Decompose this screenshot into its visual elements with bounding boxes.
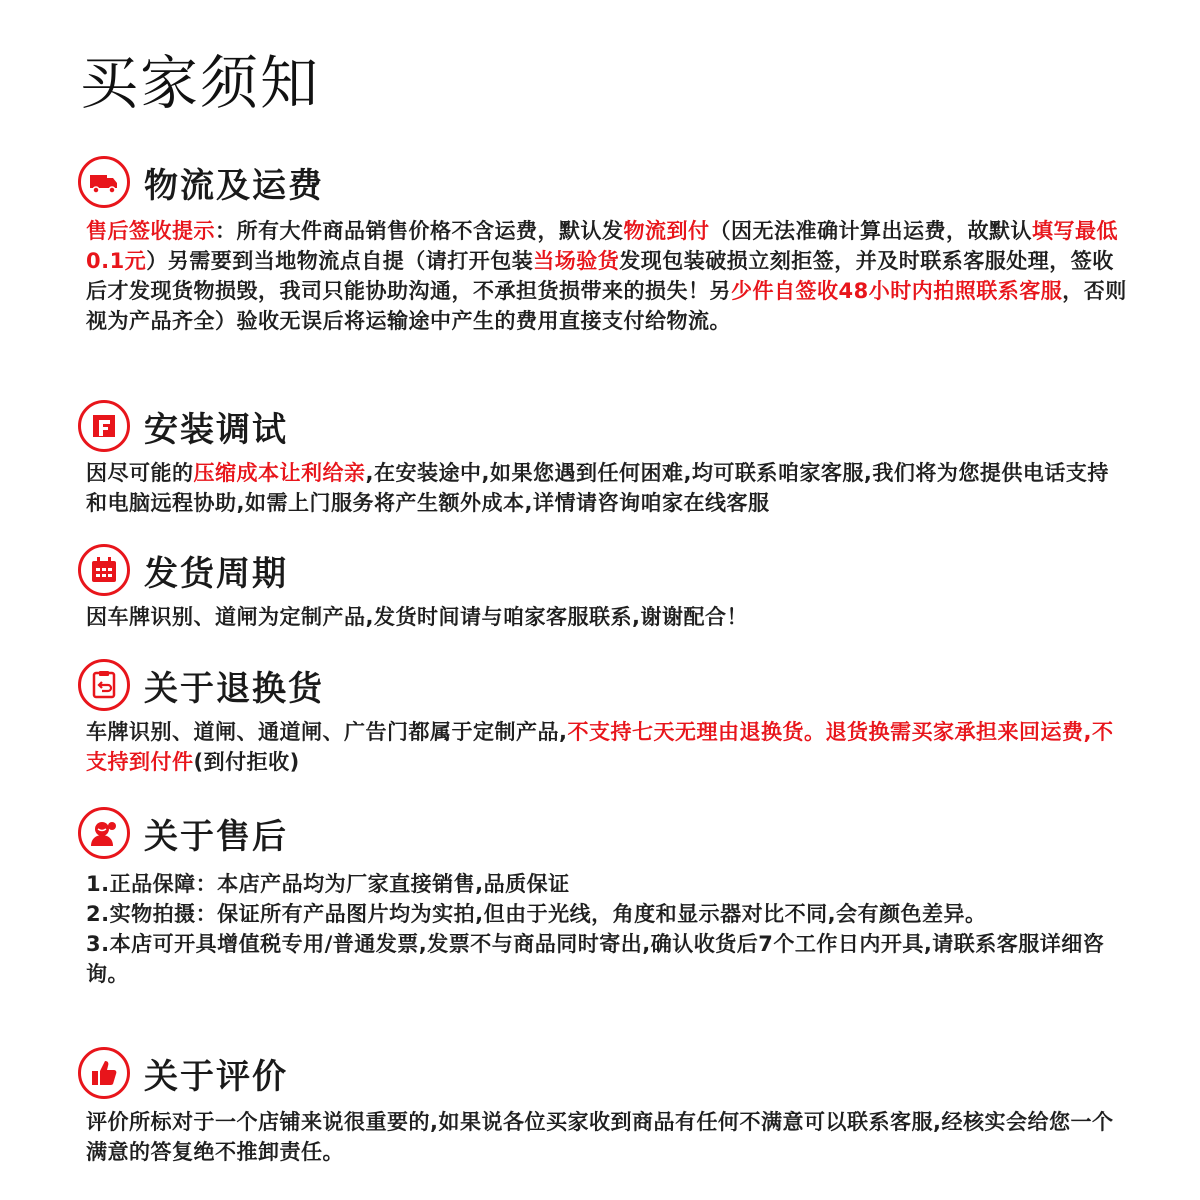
aftersale-line: 1.正品保障：本店产品均为厂家直接销售,品质保证 — [86, 872, 570, 896]
section-body — [86, 602, 1128, 632]
highlight-text: 售后签收提示 — [86, 219, 215, 243]
body-text: ）另需要到当地物流点自提（请打开包装 — [146, 249, 534, 273]
section-title: 物流及运费 — [144, 165, 324, 206]
section-aftersale — [78, 805, 1128, 989]
section-header — [78, 1045, 1128, 1101]
calendar-icon — [78, 544, 130, 596]
section-header — [78, 154, 1128, 210]
section-title: 关于退换货 — [144, 668, 324, 709]
highlight-text: 不支持七天无理由退换货。退货换需买家承担来回运费,不支持到付件 — [86, 720, 1114, 774]
page-title: 买家须知 — [80, 49, 321, 117]
body-text: 因尽可能的 — [86, 461, 194, 485]
body-text: ,在安装途中,如果您遇到任何困难,均可联系咱家客服,我们将为您提供电话支持和电脑远程协助,如需上门服务将产生额外成本,详情请咨询咱家在线客服 — [86, 461, 1109, 515]
aftersale-line: 3.本店可开具增值税专用/普通发票,发票不与商品同时寄出,确认收货后7个工作日内开具,请联系客服详细咨询。 — [86, 932, 1105, 986]
service-icon — [78, 807, 130, 859]
highlight-text: 物流到付 — [623, 219, 710, 243]
body-text: 车牌识别、道闸、通道闸、广告门都属于定制产品, — [86, 720, 568, 744]
highlight-text: 压缩成本让利给亲 — [193, 461, 366, 485]
section-title: 关于售后 — [144, 816, 288, 857]
section-title: 发货周期 — [144, 553, 288, 594]
section-header — [78, 542, 1128, 598]
section-install — [78, 398, 1128, 518]
body-text: (到付拒收) — [193, 750, 300, 774]
section-header — [78, 805, 1128, 861]
aftersale-line: 2.实物拍摄：保证所有产品图片均为实拍,但由于光线，角度和显示器对比不同,会有颜色差异。 — [86, 902, 987, 926]
section-body — [86, 717, 1128, 777]
section-logistics — [78, 154, 1128, 336]
install-icon — [78, 400, 130, 452]
section-body — [86, 869, 1128, 989]
highlight-text: 当场验货 — [533, 249, 620, 273]
section-shipping — [78, 542, 1128, 632]
section-header — [78, 398, 1128, 454]
section-title: 安装调试 — [144, 409, 288, 450]
body-text: ，否则视为产品齐全）验收无误后将运输途中产生的费用直接支付给物流。 — [86, 279, 1127, 333]
section-body — [86, 458, 1128, 518]
truck-icon — [78, 156, 130, 208]
body-text: ：所有大件商品销售价格不含运费，默认发 — [215, 219, 624, 243]
section-header — [78, 657, 1128, 713]
section-body — [86, 1107, 1128, 1167]
section-returns — [78, 657, 1128, 777]
body-text: 发现包装破损立刻拒签，并及时联系客服处理，签收后才发现货物损毁，我司只能协助沟通，不承担货损带来的损失！另 — [86, 249, 1114, 303]
highlight-text: 填写最低0.1元 — [86, 219, 1118, 273]
highlight-text: 少件自签收48小时内拍照联系客服 — [731, 279, 1063, 303]
body-text: 因车牌识别、道闸为定制产品,发货时间请与咱家客服联系,谢谢配合！ — [86, 605, 748, 629]
thumbs-up-icon — [78, 1047, 130, 1099]
body-text: 评价所标对于一个店铺来说很重要的,如果说各位买家收到商品有任何不满意可以联系客服,经核实会给您一个满意的答复绝不推卸责任。 — [86, 1110, 1114, 1164]
return-icon — [78, 659, 130, 711]
section-title: 关于评价 — [144, 1056, 288, 1097]
section-review — [78, 1045, 1128, 1167]
section-body — [86, 216, 1128, 336]
body-text: （因无法准确计算出运费，故默认 — [709, 219, 1032, 243]
